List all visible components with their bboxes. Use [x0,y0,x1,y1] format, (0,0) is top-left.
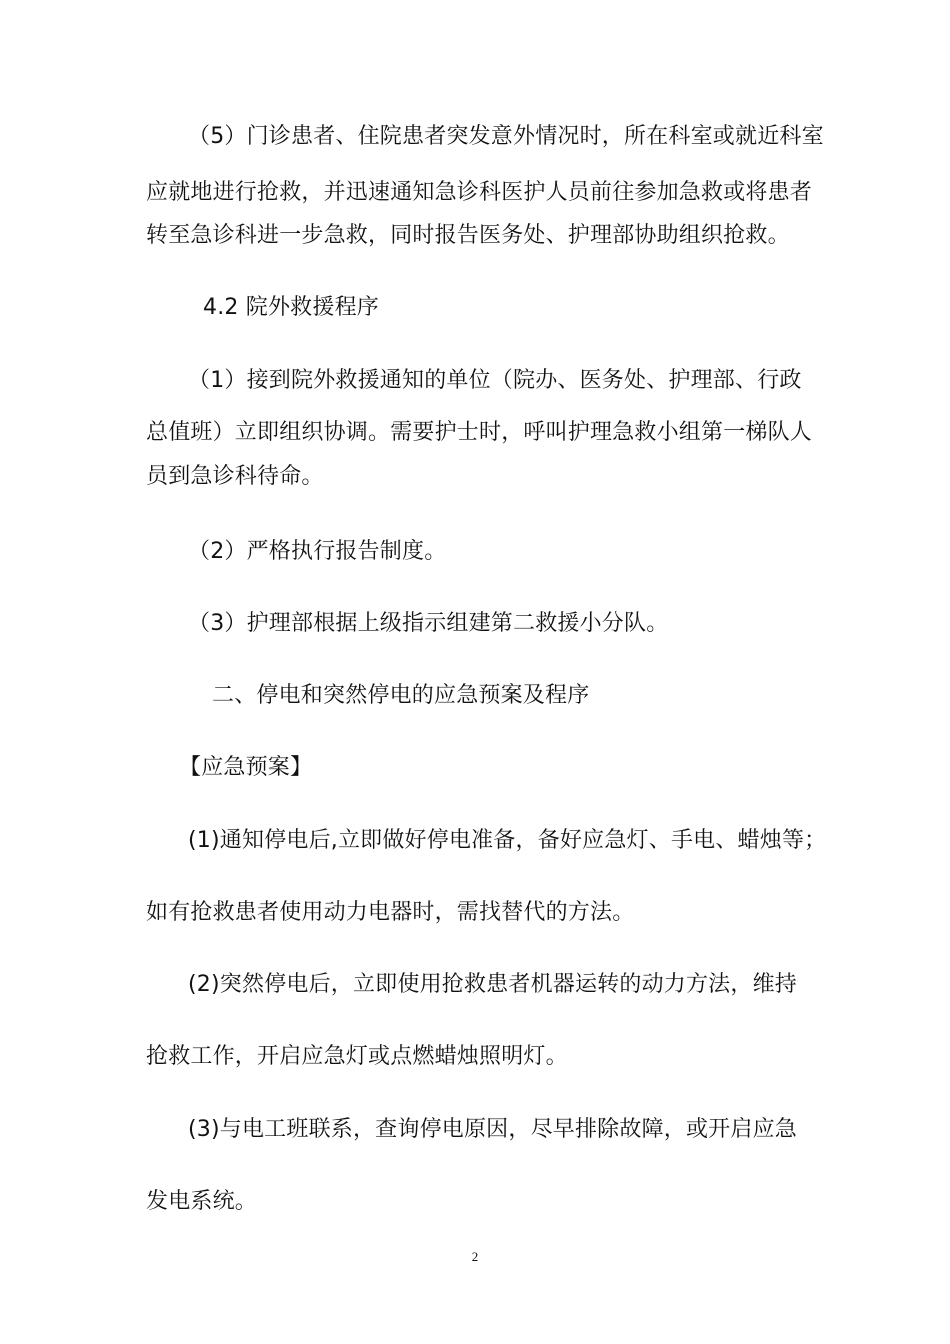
paragraph-line-14: 发电系统。 [146,1189,258,1214]
subsection-heading-emergency-plan: 【应急预案】 [179,755,313,780]
paragraph-line-13: (3)与电工班联系，查询停电原因，尽早排除故障，或开启应急 [188,1117,797,1142]
paragraph-line-4: （1）接到院外救援通知的单位（院办、医务处、护理部、行政 [188,368,802,393]
paragraph-line-1: （5）门诊患者、住院患者突发意外情况时，所在科室或就近科室 [188,124,824,149]
paragraph-line-9: (1)通知停电后,立即做好停电准备，备好应急灯、手电、蜡烛等； [188,828,827,853]
paragraph-line-6: 员到急诊科待命。 [146,464,324,489]
paragraph-line-2: 应就地进行抢救，并迅速通知急诊科医护人员前往参加急救或将患者 [146,180,813,205]
section-heading-4-2: 4.2 院外救援程序 [203,295,379,320]
paragraph-line-7: （2）严格执行报告制度。 [188,539,447,564]
page-number: 2 [471,1249,479,1264]
paragraph-line-10: 如有抢救患者使用动力电器时，需找替代的方法。 [146,900,635,925]
paragraph-line-5: 总值班）立即组织协调。需要护士时，呼叫护理急救小组第一梯队人 [146,420,813,445]
section-heading-power-outage: 二、停电和突然停电的应急预案及程序 [212,683,590,708]
paragraph-line-3: 转至急诊科进一步急救，同时报告医务处、护理部协助组织抢救。 [146,223,790,248]
paragraph-line-11: (2)突然停电后，立即使用抢救患者机器运转的动力方法，维持 [188,972,797,997]
paragraph-line-8: （3）护理部根据上级指示组建第二救援小分队。 [188,611,669,636]
paragraph-line-12: 抢救工作，开启应急灯或点燃蜡烛照明灯。 [146,1044,568,1069]
